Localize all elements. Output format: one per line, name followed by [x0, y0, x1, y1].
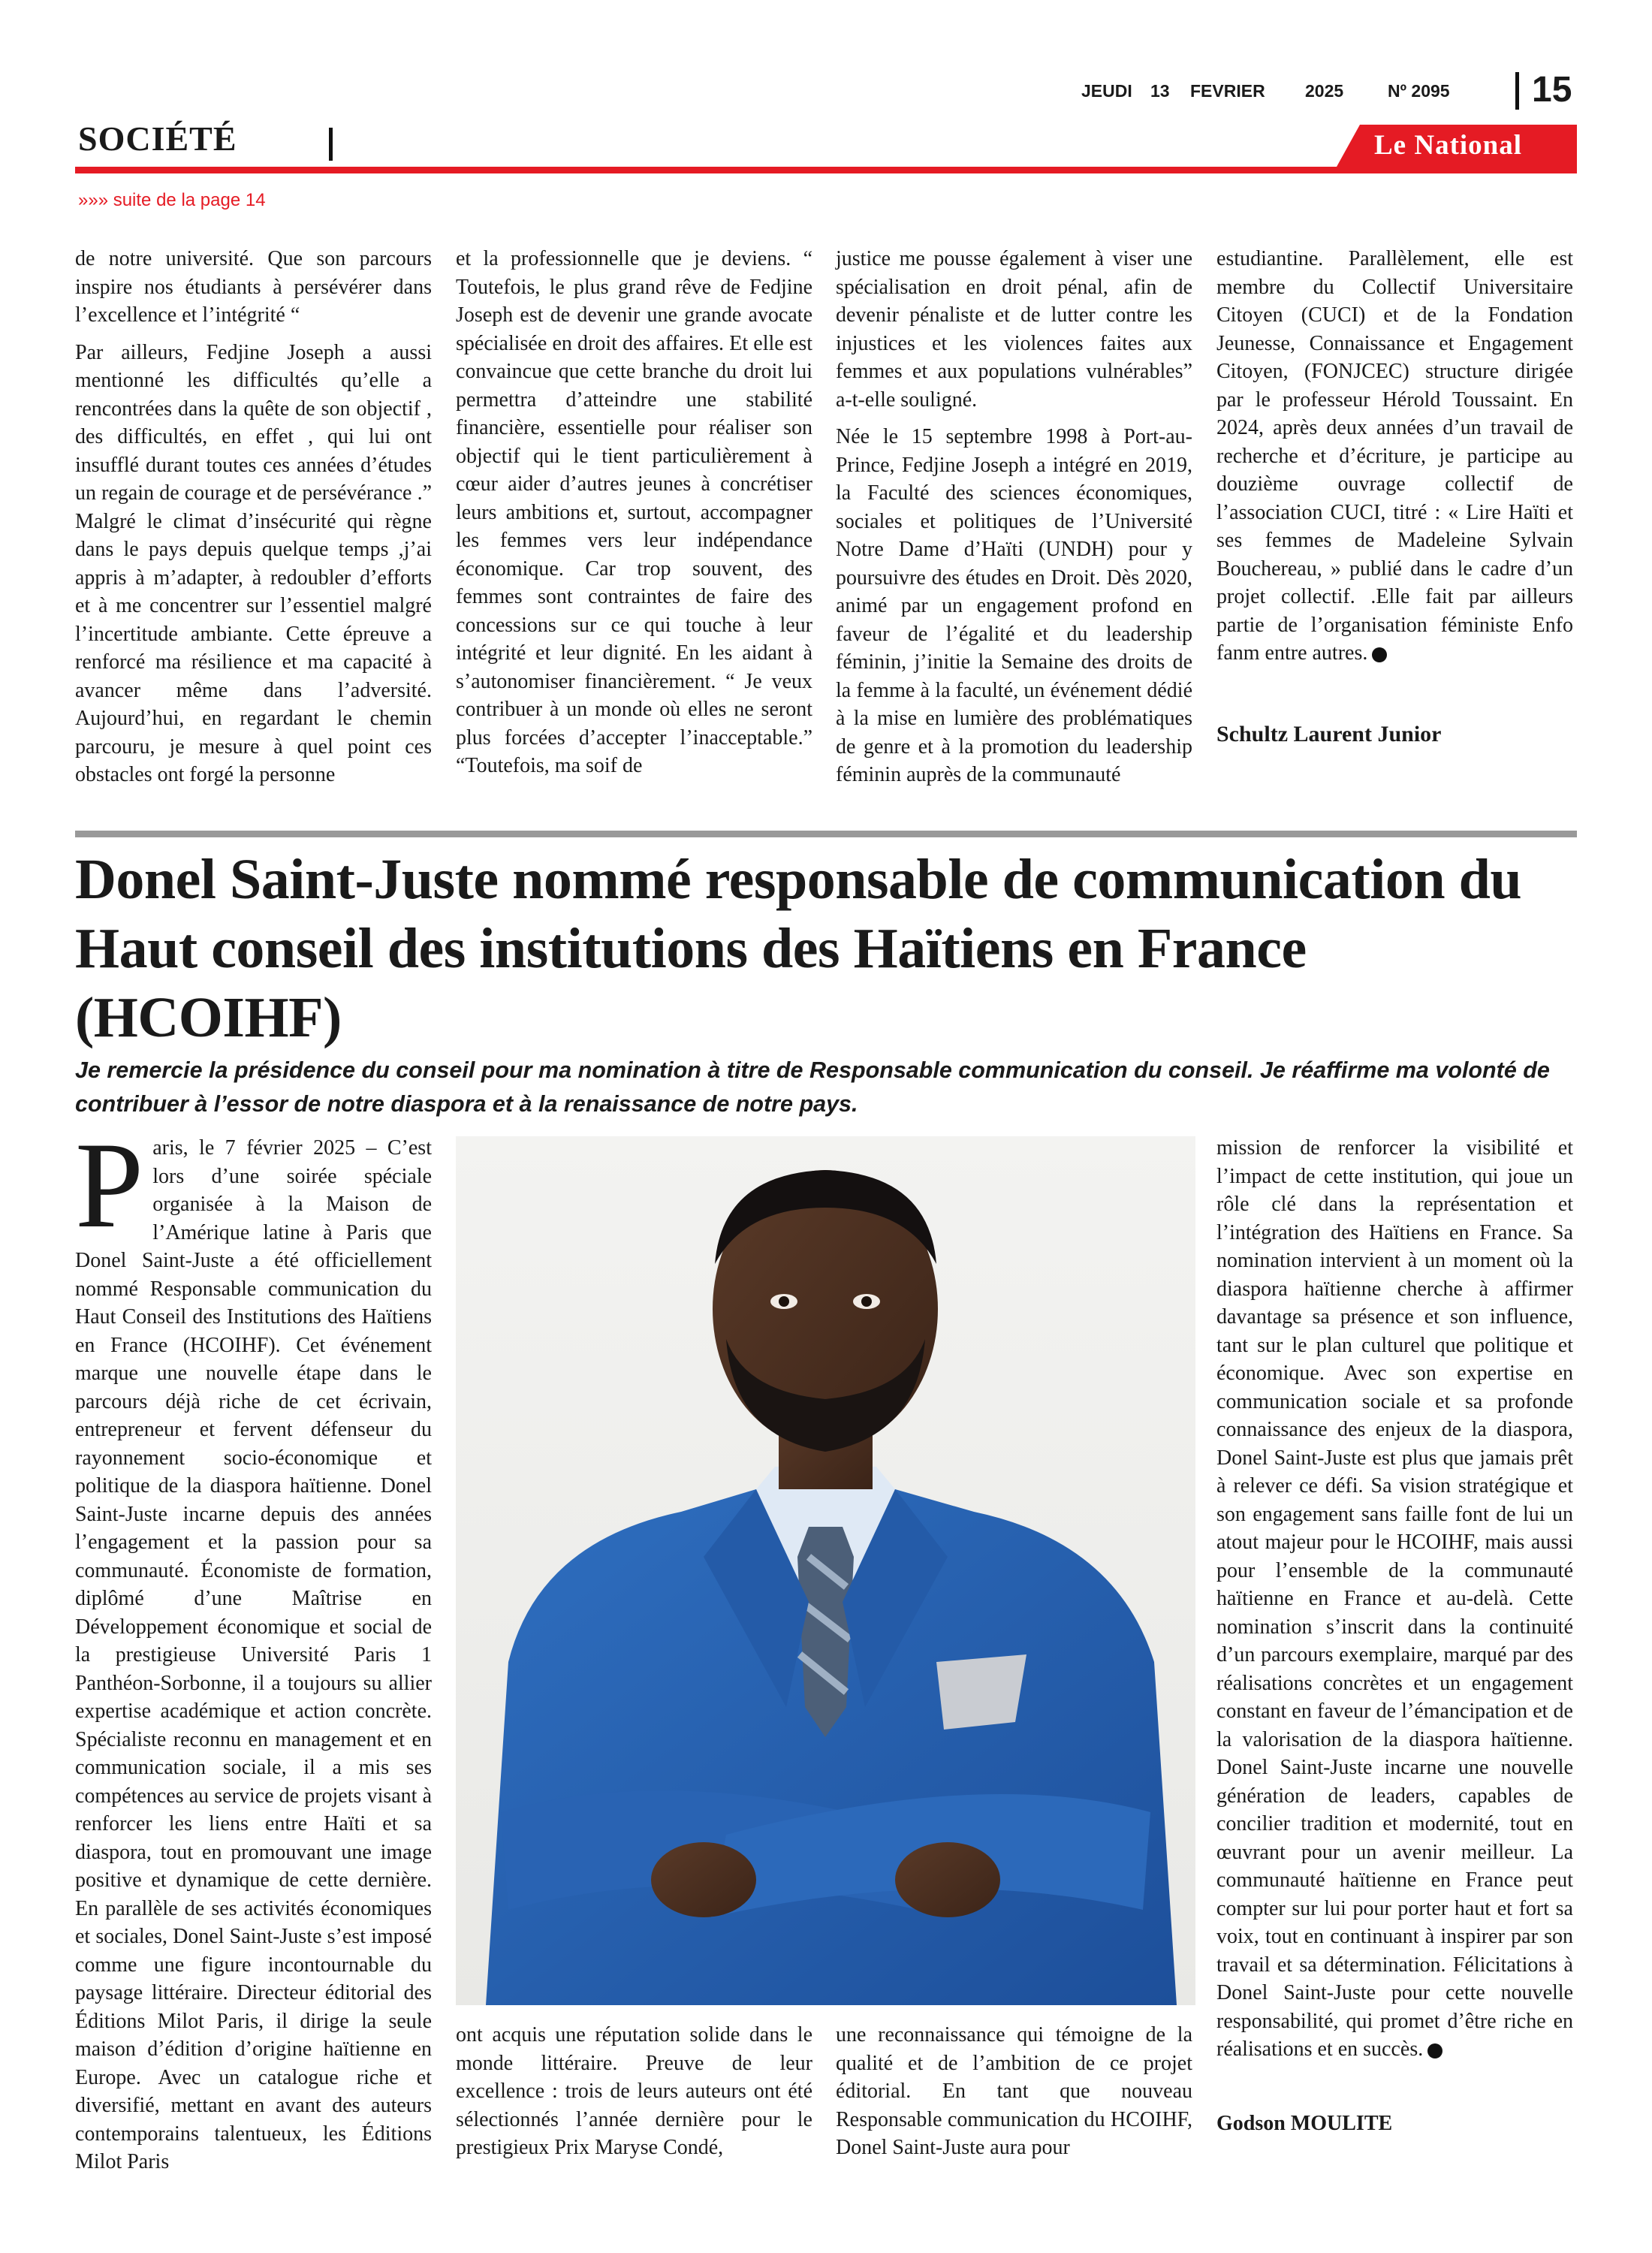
- paragraph: estudiantine. Parallèlement, elle est membre du Collectif Universitaire Citoyen (CUCI) et de la Fondation Jeunesse, Connaissance et Engagement Citoyen, (FONJCEC) structure dirigée par le professeur Hérold Toussaint. En 2024, après deux années d’un travail de recherche et d’écriture, je participe au douzième ouvrage collectif de l’association CUCI, titré : « Lire Haïti et ses femmes de Madeleine Sylvain Bouchereau, » publié dans le cadre d’un projet collectif. .Elle fait par ailleurs partie de l’organisation féministe Enfo fanm entre autres.: [1216, 247, 1573, 665]
- paragraph: Par ailleurs, Fedjine Joseph a aussi mentionné les difficultés qu’elle a rencontrées dans la quête de son objectif , des difficultés, en effet , qui lui ont insufflé durant toutes ces années d’études un regain de courage et de persévérance .” Malgré le climat d’insécurité qui règne dans le pays depuis quelque temps ,j’ai appris à m’adapter, à redoubler d’efforts et à me concentrer sur l’essentiel malgré l’incertitude ambiante. Cette épreuve a renforcé ma résilience et ma capacité à avancer même dans l’adversité. Aujourd’hui, en regardant le chemin parcouru, je mesure à quel point ces obstacles ont forgé la personne: [75, 340, 432, 786]
- paragraph: et la professionnelle que je deviens. “ Toutefois, le plus grand rêve de Fedjine Joseph est de devenir une grande avocate spécialisée en droit des affaires. Et elle est convaincue que cette branche du droit lui permettra d’atteindre une stabilité financière, essentielle pour réaliser son objectif qui le tient particulièrement à cœur aider d’autres jeunes à concrétiser leurs ambitions et, surtout, accompagner les femmes vers leur indépendance économique. Car trop souvent, des femmes sont contraintes de faire des concessions sur ce qui touche à leur intégrité et leur dignité. En les aidant à s’autonomiser financièrement. “ Je veux contribuer à un monde où elles ne seront plus forcées d’accepter l’inacceptable.” “Toutefois, ma soif de: [456, 247, 812, 777]
- article2-column-2: [456, 2021, 812, 2171]
- headline: Donel Saint-Juste nommé responsable de communication du Haut conseil des institutions des Haïtiens en France (HCOIHF): [75, 848, 1522, 1049]
- drop-cap: P: [75, 1117, 144, 1253]
- paragraph: mission de renforcer la visibilité et l’impact de cette institution, qui joue un rôle clé dans la représentation et l’intégration des Haïtiens en France. Sa nomination intervient à un moment où la diaspora haïtienne cherche à affirmer davantage sa présence et son influence, tant sur le plan culturel que politique et économique. Avec son expertise en communication sociale et sa profonde connaissance des enjeux de la diaspora, Donel Saint-Juste est plus que jamais prêt à relever ce défi. Sa vision stratégique et son engagement sans faille font de lui un atout majeur pour le HCOIHF, mais aussi pour l’ensemble de la communauté haïtienne en France et au-delà. Cette nomination s’inscrit dans la continuité d’un parcours exemplaire, marqué par des réalisations concrètes et un engagement constant en faveur de l’émancipation et de la valorisation de la diaspora haïtienne. Donel Saint-Juste incarne une nouvelle génération de leaders, capables de concilier tradition et modernité, tout en œuvrant pour un avenir meilleur. La communauté haïtienne en France peut compter sur lui pour porter haut et fort sa voix, tout en continuant à inspirer par son travail et sa détermination. Félicitations à Donel Saint-Juste pour cette nouvelle responsabilité, qui promet d’être riche en réalisations et en succès.: [1216, 1136, 1573, 2061]
- article1-column-4: [1216, 245, 1573, 677]
- issue-number: Nº 2095: [1388, 81, 1450, 101]
- article2-column-1: [75, 1117, 432, 2176]
- portrait-photo: [456, 1136, 1195, 2005]
- article2-author: Godson MOULITE: [1216, 2112, 1393, 2135]
- article2-column-4: [1216, 1134, 1573, 2073]
- page-number-divider: [1515, 72, 1519, 110]
- date-month: FEVRIER: [1190, 81, 1265, 101]
- article-divider: [75, 831, 1577, 837]
- date-year: 2025: [1305, 81, 1344, 101]
- header-rule: [75, 167, 1577, 173]
- page-number: 15: [1532, 70, 1572, 110]
- paragraph: une reconnaissance qui témoigne de la qualité et de l’ambition de ce projet éditorial. En tant que nouveau Responsable communication du HCOIHF, Donel Saint-Juste aura pour: [836, 2023, 1192, 2159]
- paragraph: de notre université. Que son parcours inspire nos étudiants à persévérer dans l’excellence et l’intégrité “: [75, 247, 432, 327]
- paragraph: aris, le 7 février 2025 – C’est lors d’une soirée spéciale organisée à la Maison de l’Amérique latine à Paris que Donel Saint-Juste a été officiellement nommé Responsable communication du Haut Conseil des Institutions des Haïtiens en France (HCOIHF). Cet événement marque une nouvelle étape dans le parcours déjà riche de cet écrivain, entrepreneur et fervent défenseur du rayonnement socio-économique et politique de la diaspora haïtienne. Donel Saint-Juste incarne depuis des années l’engagement et la passion pour sa communauté. Économiste de formation, diplômé d’une Maîtrise en Développement économique et social de la prestigieuse Université Paris 1 Panthéon-Sorbonne, il a toujours su allier expertise académique et action concrète. Spécialiste reconnu en management et en communication sociale, il a mis ses compétences au service de projets visant à renforcer les liens entre Haïti et sa diaspora, tout en promouvant une image positive et dynamique de cette dernière. En parallèle de ses activités économiques et sociales, Donel Saint-Juste s’est imposé comme une figure incontournable du paysage littéraire. Directeur éditorial des Éditions Milot Paris, il dirige la seule maison d’édition d’origine haïtienne en Europe. Avec un catalogue riche et diversifié, mettant en avant des auteurs contemporains talentueux, les Éditions Milot Paris: [75, 1136, 432, 2173]
- end-mark-icon: [1372, 647, 1387, 662]
- article1-column-3: [836, 245, 1192, 798]
- lede: Je remercie la présidence du conseil pour ma nomination à titre de Responsable communication du conseil. Je réaffirme ma volonté de contribuer à l’essor de notre diaspora et à la renaissance de notre pays.: [75, 1057, 1550, 1117]
- date-number: 13: [1150, 81, 1170, 101]
- paragraph: justice me pousse également à viser une spécialisation en droit pénal, afin de devenir pénaliste et de lutter contre les injustices et les violences faites aux femmes et aux populations vulnérables” a-t-elle souligné.: [836, 247, 1192, 412]
- article1-column-1: [75, 245, 432, 798]
- section-divider: [329, 128, 333, 161]
- article1-column-2: [456, 245, 812, 789]
- article1-author: Schultz Laurent Junior: [1216, 722, 1442, 746]
- newspaper-brand: Le National: [1374, 130, 1523, 161]
- continued-from-note: »»» suite de la page 14: [78, 190, 266, 210]
- paragraph: ont acquis une réputation solide dans le monde littéraire. Preuve de leur excellence : trois de leurs auteurs ont été sélectionnés l’année dernière pour le prestigieux Prix Maryse Condé,: [456, 2023, 812, 2159]
- paragraph: Née le 15 septembre 1998 à Port-au-Prince, Fedjine Joseph a intégré en 2019, la Faculté des sciences économiques, sociales et politiques de l’Université Notre Dame d’Haïti (UNDH) pour y poursuivre des études en Droit. Dès 2020, animé par un engagement profond en faveur de l’égalité et du leadership féminin, j’initie la Semaine des droits de la femme à la faculté, un événement dédié à la mise en lumière des problématiques de genre et à la promotion du leadership féminin auprès de la communauté: [836, 425, 1192, 786]
- date-day: JEUDI: [1081, 81, 1132, 101]
- end-mark-icon: [1427, 2043, 1442, 2058]
- section-title: SOCIÉTÉ: [78, 119, 237, 158]
- article2-column-3: [836, 2021, 1192, 2171]
